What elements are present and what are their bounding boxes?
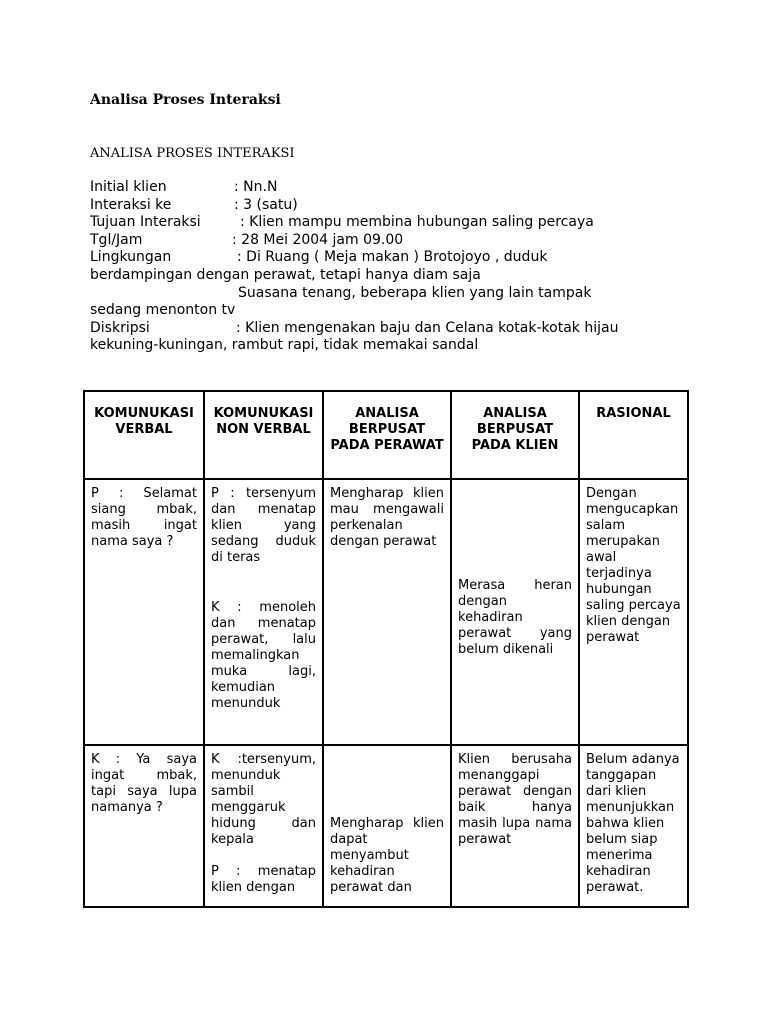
- nonverbal-text-1: P : tersenyum dan menatap klien yang sedang duduk di teras: [211, 486, 316, 565]
- info-row-initial: [90, 179, 660, 197]
- verbal-text: P : Selamat siang mbak, masih ingat nama saya ?: [91, 486, 197, 549]
- initial-value: : Nn.N: [234, 179, 278, 195]
- perawat-text: Mengharap klien dapat menyambut kehadiran perawat dan: [330, 816, 444, 895]
- nonverbal-text-2: P : menatap klien dengan: [211, 864, 316, 895]
- cell-rasional: [579, 745, 688, 907]
- tujuan-label: Tujuan Interaksi: [90, 214, 201, 231]
- perawat-text: Mengharap klien mau mengawali perkenalan dengan perawat: [330, 486, 444, 549]
- cell-analisa-perawat: [323, 745, 451, 907]
- diskripsi-line2: kekuning-kuningan, rambut rapi, tidak memakai sandal: [90, 337, 479, 354]
- client-info-block: [90, 179, 660, 355]
- klien-text: Merasa heran dengan kehadiran perawat yang belum dikenali: [458, 578, 572, 657]
- document-subtitle: ANALISA PROSES INTERAKSI: [90, 146, 295, 161]
- klien-text: Klien berusaha menanggapi perawat dengan baik hanya masih lupa nama perawat: [458, 752, 572, 847]
- interaction-analysis-table: [83, 390, 689, 908]
- initial-label: Initial klien: [90, 179, 167, 195]
- diskripsi-value: : Klien mengenakan baju dan Celana kotak-kotak hijau: [236, 319, 619, 336]
- document-title: Analisa Proses Interaksi: [90, 92, 281, 108]
- rasional-text: Belum adanya tanggapan dari klien menunjukkan bahwa klien belum siap menerima kehadiran perawat.: [586, 752, 680, 895]
- tgl-value: : 28 Mei 2004 jam 09.00: [232, 231, 404, 248]
- table-row: [84, 745, 688, 907]
- info-row-interaksi: [90, 197, 660, 215]
- info-row-suasana-cont: [90, 302, 660, 320]
- nonverbal-text-1: K :tersenyum, menunduk sambil menggaruk hidung dan kepala: [211, 752, 316, 847]
- lingkungan-line2: berdampingan dengan perawat, tetapi hanya diam saja: [90, 266, 481, 283]
- rasional-text: Dengan mengucapkan salam merupakan awal terjadinya hubungan saling percaya klien dengan perawat: [586, 486, 681, 645]
- header-nonverbal: KOMUNUKASI NON VERBAL: [204, 391, 323, 479]
- info-row-lingkungan-cont: [90, 267, 660, 285]
- cell-nonverbal: [204, 745, 323, 907]
- cell-analisa-perawat: [323, 479, 451, 745]
- suasana-line2: sedang menonton tv: [90, 302, 236, 319]
- interaksi-value: : 3 (satu): [234, 196, 298, 213]
- info-row-tgl: [90, 232, 660, 250]
- table-row: [84, 479, 688, 745]
- interaksi-label: Interaksi ke: [90, 196, 172, 213]
- cell-rasional: [579, 479, 688, 745]
- info-row-diskripsi-cont: [90, 337, 660, 355]
- cell-nonverbal: [204, 479, 323, 745]
- cell-analisa-klien: [451, 745, 579, 907]
- cell-analisa-klien: [451, 479, 579, 745]
- info-row-lingkungan: [90, 249, 660, 267]
- table-header-row: [84, 391, 688, 479]
- header-verbal: KOMUNUKASI VERBAL: [84, 391, 204, 479]
- info-row-tujuan: [90, 214, 660, 232]
- lingkungan-label: Lingkungan: [90, 249, 172, 266]
- header-analisa-klien: ANALISA BERPUSAT PADA KLIEN: [451, 391, 579, 479]
- tujuan-value: : Klien mampu membina hubungan saling percaya: [240, 214, 594, 231]
- header-analisa-perawat: ANALISA BERPUSAT PADA PERAWAT: [323, 391, 451, 479]
- cell-verbal: [84, 745, 204, 907]
- nonverbal-text-2: K : menoleh dan menatap perawat, lalu memalingkan muka lagi, kemudian menunduk: [211, 600, 316, 711]
- cell-verbal: [84, 479, 204, 745]
- tgl-label: Tgl/Jam: [90, 231, 143, 248]
- header-rasional: RASIONAL: [579, 391, 688, 479]
- suasana-line1: Suasana tenang, beberapa klien yang lain tampak: [238, 284, 592, 301]
- verbal-text: K : Ya saya ingat mbak, tapi saya lupa namanya ?: [91, 752, 197, 815]
- diskripsi-label: Diskripsi: [90, 319, 150, 336]
- info-row-diskripsi: [90, 320, 660, 338]
- info-row-suasana: [90, 285, 660, 303]
- lingkungan-value: : Di Ruang ( Meja makan ) Brotojoyo , duduk: [237, 249, 548, 266]
